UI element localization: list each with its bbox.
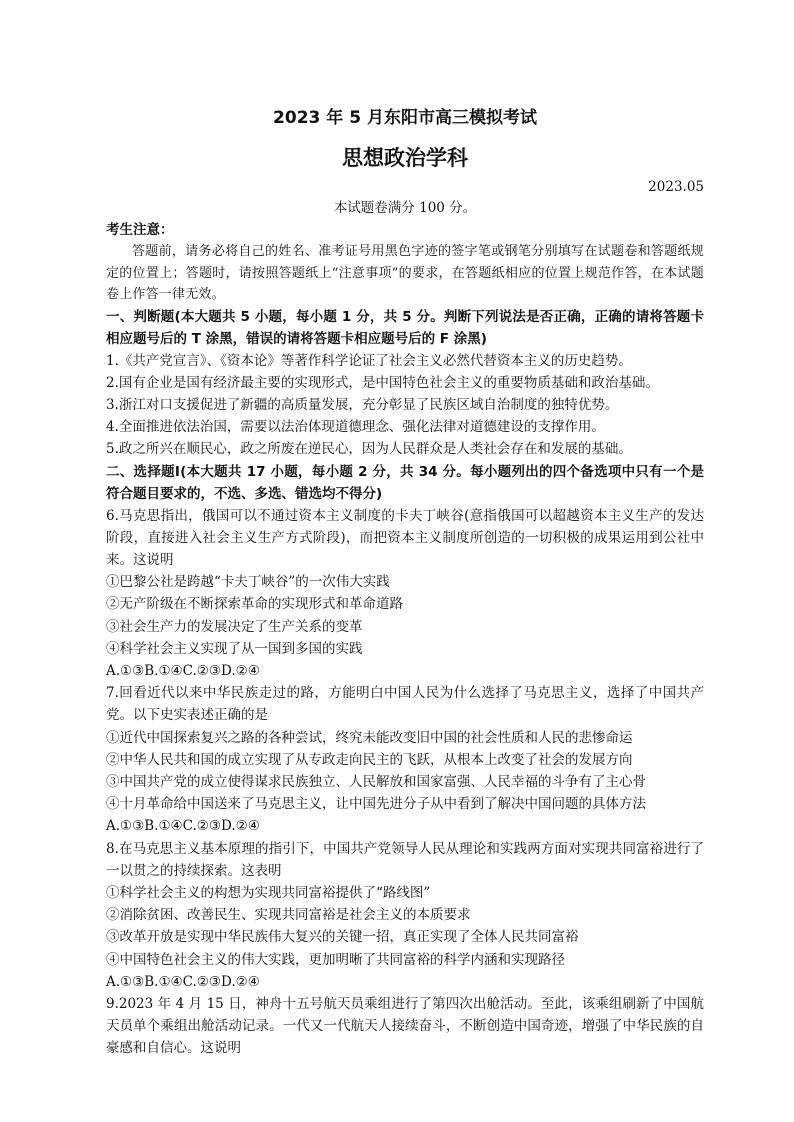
q8-option-4: ④中国特色社会主义的伟大实践，更加明晰了共同富裕的科学内涵和实现路径: [106, 951, 565, 968]
q8-choices: A.①③B.①④C.②③D.②④: [106, 973, 260, 990]
q7-option-2: ②中华人民共和国的成立实现了从专政走向民主的飞跃，从根本上改变了社会的发展方向: [106, 751, 633, 768]
q8-option-1: ①科学社会主义的构想为实现共同富裕提供了“路线图”: [106, 884, 431, 901]
notice-heading: 考生注意：: [106, 222, 174, 238]
q7-option-1: ①近代中国探索复兴之路的各种尝试，终究未能改变旧中国的社会性质和人民的悲惨命运: [106, 729, 633, 746]
q6-option-4: ④科学社会主义实现了从一国到多国的实践: [106, 640, 363, 657]
q6-choices: A.①③B.①④C.②③D.②④: [106, 662, 260, 679]
q7-choices: A.①③B.①④C.②③D.②④: [106, 818, 260, 835]
notice-body: 答题前，请务必将自己的姓名、准考证号用黑色字迹的签字笔或钢笔分别填写在试题卷和答题纸规定的位置上；答题时，请按照答题纸上“注意事项”的要求，在答题纸相应的位置上规范作答，在本试题卷上作答一律无效。: [106, 244, 704, 302]
q7-option-4: ④十月革命给中国送来了马克思主义，让中国先进分子从中看到了解决中国问题的具体方法: [106, 796, 646, 813]
judge-item-1: 1.《共产党宣言》、《资本论》等著作科学论证了社会主义必然代替资本主义的历史趋势。: [106, 352, 632, 369]
exam-date: 2023.05: [648, 179, 704, 195]
section1-heading: 一、判断题(本大题共 5 小题，每小题 1 分，共 5 分。判断下列说法是否正确，正确的请将答题卡相应题号后的 T 涂黑，错误的请将答题卡相应题号后的 F 涂黑): [106, 308, 704, 347]
judge-item-4: 4.全面推进依法治国，需要以法治体现道德理念、强化法律对道德建设的支撑作用。: [106, 419, 605, 436]
q6-stem: 6.马克思指出，俄国可以不通过资本主义制度的卡夫丁峡谷(意指俄国可以超越资本主义生产的发达阶段，直接进入社会主义生产方式阶段)，而把资本主义制度所创造的一切积极的成果运用到公社中来。这说明: [106, 507, 704, 568]
judge-item-2: 2.国有企业是国有经济最主要的实现形式，是中国特色社会主义的重要物质基础和政治基础。: [106, 374, 659, 391]
q6-option-1: ①巴黎公社是跨越“卡夫丁峡谷”的一次伟大实践: [106, 574, 390, 591]
full-score-note: 本试题卷满分 100 分。: [333, 200, 477, 216]
q8-option-3: ③改革开放是实现中华民族伟大复兴的关键一招，真正实现了全体人民共同富裕: [106, 929, 579, 946]
section2-heading: 二、选择题Ⅰ(本大题共 17 小题，每小题 2 分，共 34 分。每小题列出的四个备选项中只有一个是符合题目要求的，不选、多选、错选均不得分): [106, 463, 704, 502]
q6-option-2: ②无产阶级在不断探索革命的实现形式和革命道路: [106, 596, 403, 613]
q9-stem: 9.2023 年 4 月 15 日，神舟十五号航天员乘组进行了第四次出舱活动。至此，该乘组刷新了中国航天员单个乘组出舱活动记录。一代又一代航天人接续奋斗，不断创造中国奇迹，增强了中华民族的自豪感和自信心。这说明: [106, 995, 704, 1057]
q7-option-3: ③中国共产党的成立使得谋求民族独立、人民解放和国家富强、人民幸福的斗争有了主心骨: [106, 773, 646, 790]
q6-option-3: ③社会生产力的发展决定了生产关系的变革: [106, 618, 363, 635]
exam-title: 2023 年 5 月东阳市高三模拟考试: [273, 108, 537, 128]
q8-stem: 8.在马克思主义基本原理的指引下，中国共产党领导人民从理论和实践两方面对实现共同富裕进行了一以贯之的持续探索。这表明: [106, 840, 704, 879]
subject-title: 思想政治学科: [342, 146, 468, 170]
judge-item-3: 3.浙江对口支援促进了新疆的高质量发展，充分彰显了民族区域自治制度的独特优势。: [106, 396, 619, 413]
q8-option-2: ②消除贫困、改善民生、实现共同富裕是社会主义的本质要求: [106, 907, 471, 924]
q7-stem: 7.回看近代以来中华民族走过的路，方能明白中国人民为什么选择了马克思主义，选择了中国共产党。以下史实表述正确的是: [106, 685, 704, 724]
judge-item-5: 5.政之所兴在顺民心，政之所废在逆民心，因为人民群众是人类社会存在和发展的基础。: [106, 441, 632, 458]
